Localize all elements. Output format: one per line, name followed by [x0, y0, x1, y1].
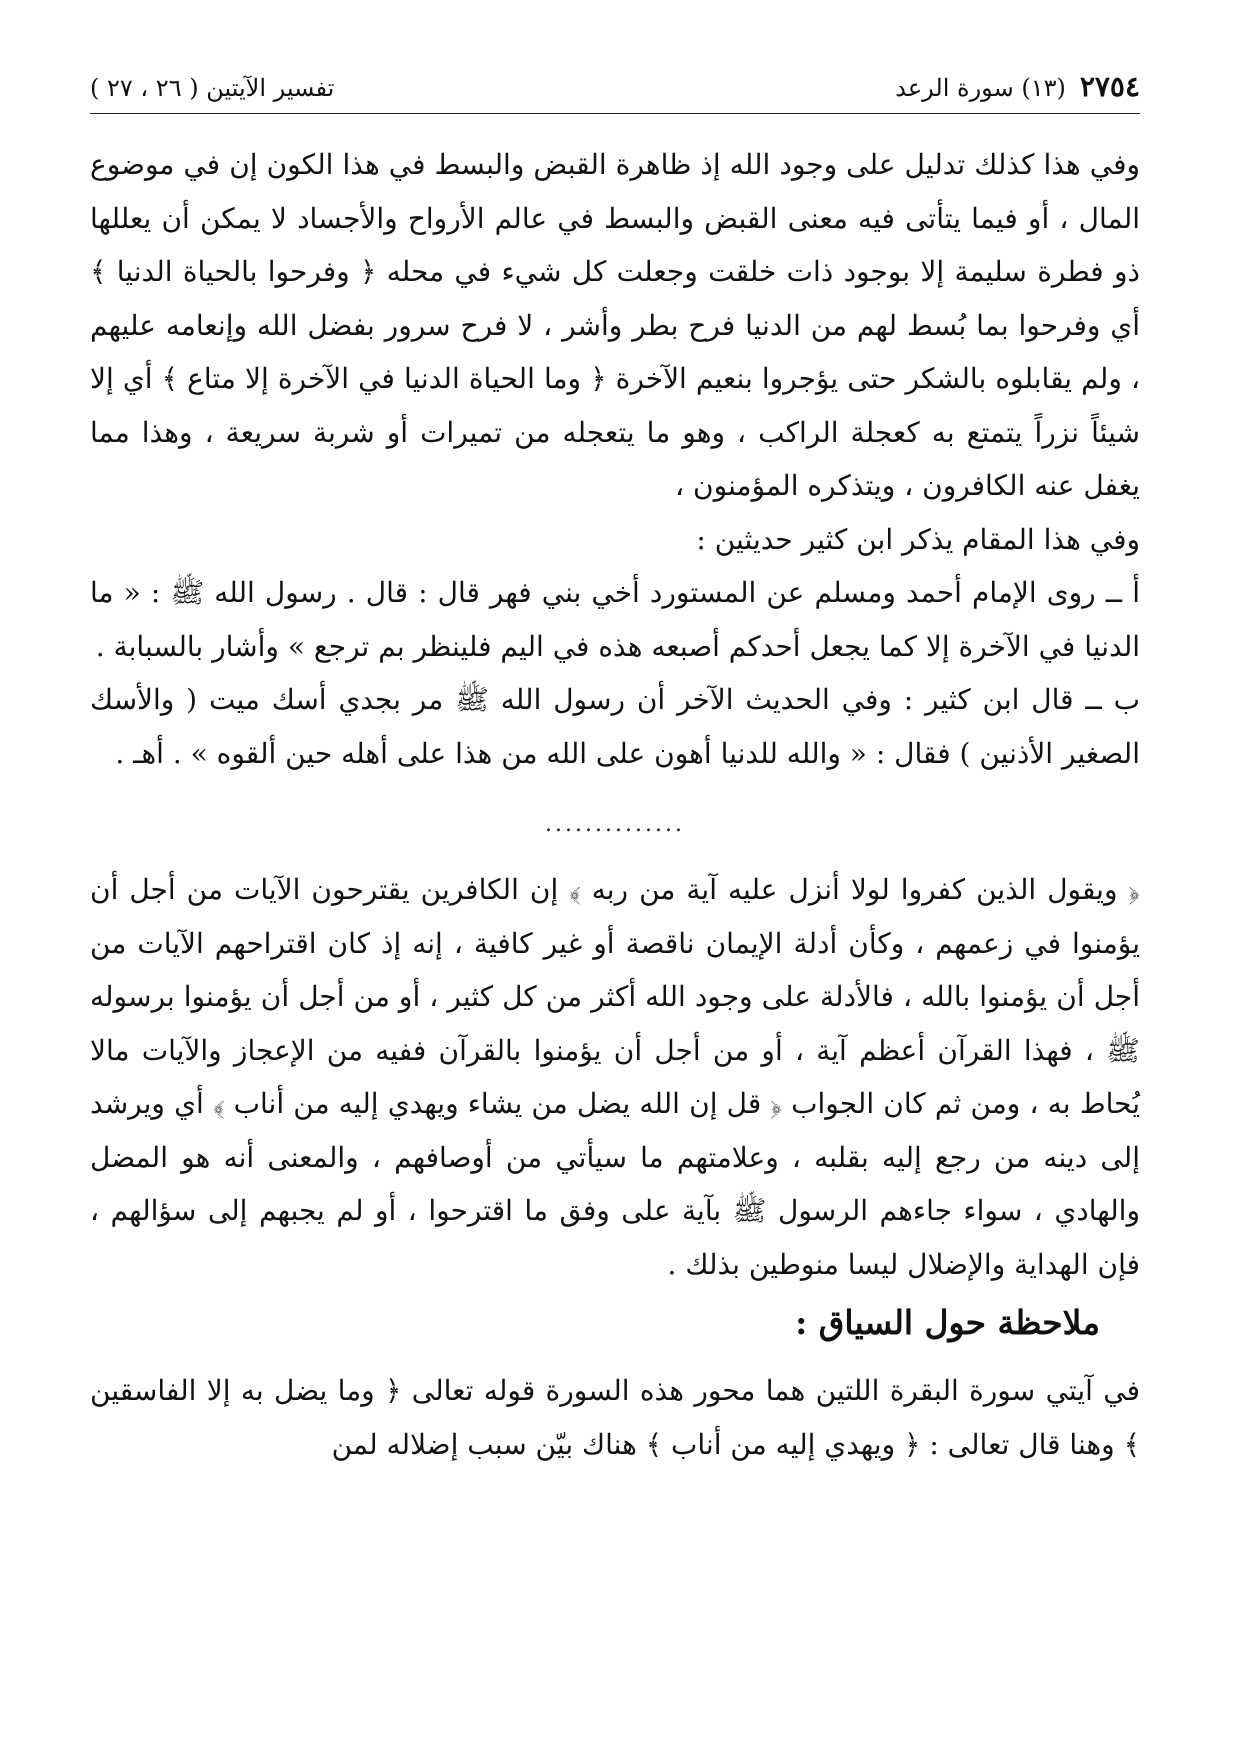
- section-commentary-2: [90, 863, 1140, 1291]
- section-commentary-1: [90, 138, 1140, 780]
- paragraph: ﴿ ويقول الذين كفروا لولا أنزل عليه آية من ربه ﴾ إن الكافرين يقترحون الآيات من أجل أن يؤمنوا في زعمهم ، وكأن أدلة الإيمان ناقصة أو غير كافية ، إنه إذ كان اقتراحهم الآيات من أجل أن يؤمنوا بالله ، فالأدلة على وجود الله أكثر من كل كثير ، أو من أجل أن يؤمنوا برسوله ﷺ ، فهذا القرآن أعظم آية ، أو من أجل أن يؤمنوا بالقرآن ففيه من الإعجاز والآيات مالا يُحاط به ، ومن ثم كان الجواب ﴿ قل إن الله يضل من يشاء ويهدي إليه من أناب ﴾ أي ويرشد إلى دينه من رجع إليه بقلبه ، وعلامتهم ما سيأتي من أوصافهم ، والمعنى أنه هو المضل والهادي ، سواء جاءهم الرسول ﷺ بآية على وفق ما اقترحوا ، أو لم يجبهم إلى سؤالهم ، فإن الهداية والإضلال ليسا منوطين بذلك .: [90, 873, 1141, 1281]
- section-separator: ..............: [545, 812, 685, 837]
- paragraph: وفي هذا المقام يذكر ابن كثير حديثين :: [696, 522, 1140, 556]
- section-heading: ملاحظة حول السياق :: [795, 1303, 1100, 1342]
- page-header: [90, 70, 1140, 114]
- hadith-b: ب ــ قال ابن كثير : وفي الحديث الآخر أن رسول الله ﷺ مر بجدي أسك ميت ( والأسك الصغير الأذنين ) فقال : « والله للدنيا أهون على الله من هذا على أهله حين ألقوه » . أهـ .: [90, 683, 1140, 770]
- verses-title: تفسير الآيتين ( ٢٦ ، ٢٧ ): [90, 74, 335, 102]
- paragraph: وفي هذا كذلك تدليل على وجود الله إذ ظاهرة القبض والبسط في هذا الكون إن في موضوع المال ، أو فيما يتأتى فيه معنى القبض والبسط في عالم الأرواح والأجساد لا يمكن أن يعللها ذو فطرة سليمة إلا بوجود ذات خلقت وجعلت كل شيء في محله ﴿ وفرحوا بالحياة الدنيا ﴾ أي وفرحوا بما بُسط لهم من الدنيا فرح بطر وأشر ، لا فرح سرور بفضل الله وإنعامه عليهم ، ولم يقابلوه بالشكر حتى يؤجروا بنعيم الآخرة ﴿ وما الحياة الدنيا في الآخرة إلا متاع ﴾ أي إلا شيئاً نزراً يتمتع به كعجلة الراكب ، وهو ما يتعجله من تميرات أو شربة سريعة ، وهذا مما يغفل عنه الكافرون ، ويتذكره المؤمنون ،: [90, 148, 1140, 502]
- hadith-a: أ ــ روى الإمام أحمد ومسلم عن المستورد أخي بني فهر قال : قال . رسول الله ﷺ : « ما الدنيا في الآخرة إلا كما يجعل أحدكم أصبعه هذه في اليم فلينظر بم ترجع » وأشار بالسبابة .: [90, 576, 1140, 663]
- page-number: ٢٧٥٤: [1079, 70, 1140, 103]
- section-commentary-3: [90, 1364, 1140, 1471]
- surah-name: (١٣) سورة الرعد: [895, 74, 1066, 102]
- paragraph: في آيتي سورة البقرة اللتين هما محور هذه السورة قوله تعالى ﴿ وما يضل به إلا الفاسقين ﴾ وهنا قال تعالى : ﴿ ويهدي إليه من أناب ﴾ هناك بيّن سبب إضلاله لمن: [90, 1374, 1140, 1461]
- header-right: [895, 70, 1140, 103]
